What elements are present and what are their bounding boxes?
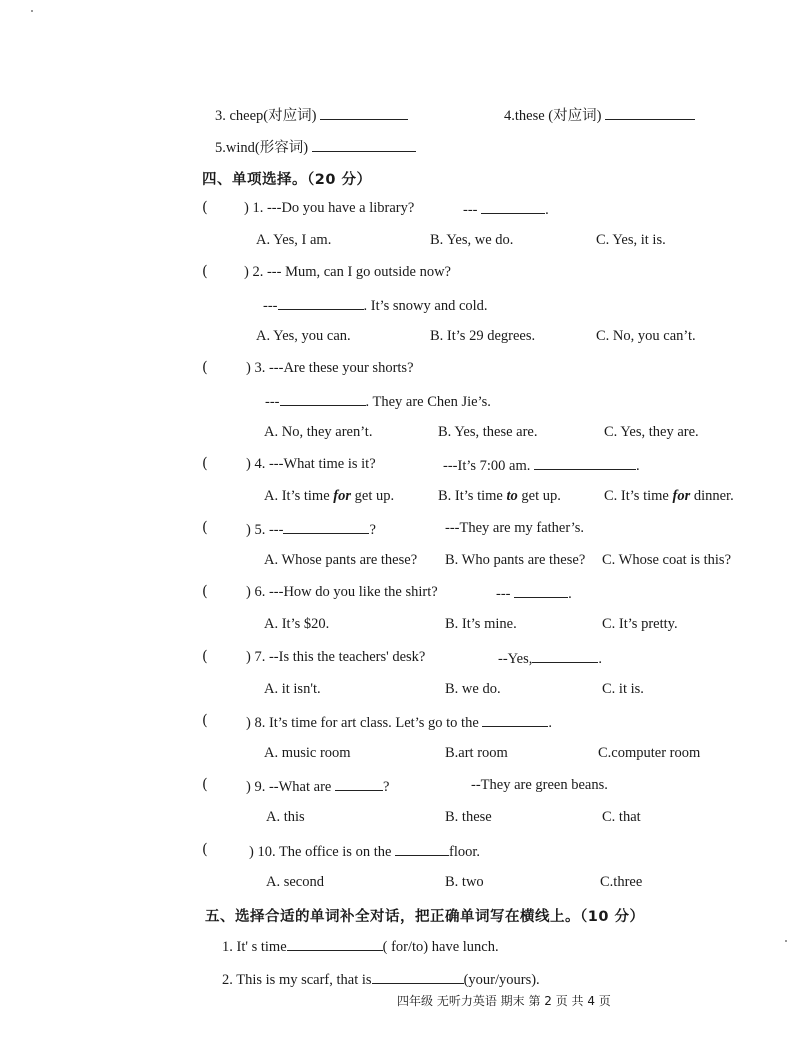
scan-speck: [785, 940, 787, 942]
q8-stem-text: ) 8. It’s time for art class. Let’s go to the: [246, 715, 479, 731]
q1-paren[interactable]: (: [202, 200, 208, 216]
q3-lead: ---: [265, 394, 280, 410]
q4-option-a-em: for: [333, 488, 352, 504]
q1-option-c[interactable]: C. Yes, it is.: [596, 232, 666, 248]
q7-answer: [498, 649, 602, 668]
q9-second: --They are green beans.: [471, 777, 608, 793]
q3-answer: [265, 392, 491, 411]
answer-blank[interactable]: [280, 392, 366, 406]
vocab-item-4: [504, 104, 695, 125]
q2-paren[interactable]: (: [202, 264, 208, 280]
q9-paren[interactable]: (: [202, 777, 208, 793]
q4-option-c-text: C. It’s time: [604, 488, 669, 504]
q6-answer: [496, 584, 572, 603]
q9-option-c[interactable]: C. that: [602, 809, 641, 825]
q4-end: .: [636, 458, 640, 474]
q5-stem-text: ) 5. ---: [246, 522, 284, 538]
q10-option-a[interactable]: A. second: [266, 874, 324, 890]
q1-end: .: [545, 202, 549, 218]
q1-option-b[interactable]: B. Yes, we do.: [430, 232, 514, 248]
q4-option-c-em: for: [672, 488, 691, 504]
q10-paren[interactable]: (: [202, 842, 208, 858]
q6-stem: ) 6. ---How do you like the shirt?: [246, 584, 438, 600]
q9-end: ?: [382, 779, 390, 795]
s5-item-2-pre: 2. This is my scarf, that is: [222, 972, 372, 988]
q4-stem: ) 4. ---What time is it?: [246, 456, 376, 472]
q2-option-b[interactable]: B. It’s 29 degrees.: [430, 328, 536, 344]
q2-option-c[interactable]: C. No, you can’t.: [596, 328, 696, 344]
q5-end: ?: [369, 522, 376, 538]
q1-stem: ) 1. ---Do you have a library?: [244, 200, 415, 216]
q3-paren[interactable]: (: [202, 360, 208, 376]
q2-end: . It’s snowy and cold.: [363, 298, 488, 314]
q1-lead: ---: [463, 202, 478, 218]
s5-item-2-post: (your/yours).: [463, 972, 540, 988]
q8-end: .: [548, 715, 553, 731]
q2-lead: ---: [263, 298, 278, 314]
answer-blank[interactable]: [534, 456, 636, 470]
q10-stem-text: ) 10. The office is on the: [249, 844, 392, 860]
s5-item-1-post: ( for/to) have lunch.: [382, 939, 499, 955]
s5-item-1: [222, 937, 499, 956]
q10-option-c[interactable]: C.three: [600, 874, 643, 890]
answer-blank[interactable]: [482, 713, 548, 727]
q9-stem-text: ) 9. --What are: [246, 779, 332, 795]
vocab-item-4-label: 4.these (对应词): [504, 108, 602, 124]
q9-option-b[interactable]: B. these: [445, 809, 492, 825]
q5-option-b[interactable]: B. Who pants are these?: [445, 552, 586, 568]
q2-stem: ) 2. --- Mum, can I go outside now?: [244, 264, 451, 280]
q3-end: . They are Chen Jie’s.: [365, 394, 491, 410]
answer-blank[interactable]: [320, 106, 408, 120]
section-5-title: 五、选择合适的单词补全对话，把正确单词写在横线上。（10 分）: [205, 909, 645, 925]
q4-option-b-text: B. It’s time: [438, 488, 503, 504]
q4-option-c[interactable]: [604, 488, 734, 505]
answer-blank[interactable]: [532, 649, 598, 663]
q4-option-b-em: to: [506, 488, 518, 504]
vocab-item-3: [215, 104, 408, 125]
page-footer: 四年级 无听力英语 期末 第 2 页 共 4 页: [397, 994, 611, 1008]
q1-answer: [463, 200, 549, 219]
answer-blank[interactable]: [605, 106, 695, 120]
q9-option-a[interactable]: A. this: [266, 809, 305, 825]
q1-option-a[interactable]: A. Yes, I am.: [256, 232, 332, 248]
answer-blank[interactable]: [372, 970, 464, 984]
q3-option-a[interactable]: A. No, they aren’t.: [264, 424, 373, 440]
q4-answer: [443, 456, 640, 475]
answer-blank[interactable]: [481, 200, 545, 214]
q7-paren[interactable]: (: [202, 649, 208, 665]
s5-item-1-pre: 1. It' s time: [222, 939, 287, 955]
scan-speck: [31, 10, 33, 12]
answer-blank[interactable]: [287, 937, 383, 951]
q10-stem: [249, 842, 480, 861]
q10-option-b[interactable]: B. two: [445, 874, 484, 890]
vocab-item-3-label: 3. cheep(对应词): [215, 108, 317, 124]
q4-option-b-tail: get up.: [517, 488, 561, 504]
q8-stem: [246, 713, 552, 732]
q3-option-c[interactable]: C. Yes, they are.: [604, 424, 699, 440]
q10-end: floor.: [449, 844, 481, 860]
q5-option-c[interactable]: C. Whose coat is this?: [602, 552, 732, 568]
q6-option-b[interactable]: B. It’s mine.: [445, 616, 517, 632]
q2-option-a[interactable]: A. Yes, you can.: [256, 328, 351, 344]
q7-second: --Yes,: [498, 651, 533, 667]
q6-option-a[interactable]: A. It’s $20.: [264, 616, 330, 632]
section-4-title: 四、单项选择。（20 分）: [202, 172, 372, 188]
answer-blank[interactable]: [278, 296, 364, 310]
q4-option-a[interactable]: [264, 488, 394, 505]
q9-stem: [246, 777, 389, 796]
q3-option-b[interactable]: B. Yes, these are.: [438, 424, 538, 440]
q8-option-c[interactable]: C.computer room: [598, 745, 701, 761]
answer-blank[interactable]: [514, 584, 568, 598]
q2-answer: [263, 296, 488, 315]
q5-stem: [246, 520, 376, 539]
answer-blank[interactable]: [335, 777, 383, 791]
q6-option-c[interactable]: C. It’s pretty.: [602, 616, 678, 632]
vocab-item-5-label: 5.wind(形容词): [215, 140, 309, 156]
s5-item-2: [222, 970, 540, 989]
q5-option-a[interactable]: A. Whose pants are these?: [264, 552, 418, 568]
q6-lead: ---: [496, 586, 511, 602]
q5-second: ---They are my father’s.: [445, 520, 585, 536]
q4-second: ---It’s 7:00 am.: [443, 458, 531, 474]
q4-paren[interactable]: (: [202, 456, 208, 472]
vocab-item-5: [215, 136, 416, 157]
q4-option-c-tail: dinner.: [690, 488, 734, 504]
q4-option-a-tail: get up.: [351, 488, 395, 504]
q5-paren[interactable]: (: [202, 520, 208, 536]
q7-option-b[interactable]: B. we do.: [445, 681, 501, 697]
q6-paren[interactable]: (: [202, 584, 208, 600]
q8-option-b[interactable]: B.art room: [445, 745, 508, 761]
q7-stem: ) 7. --Is this the teachers' desk?: [246, 649, 426, 665]
answer-blank[interactable]: [283, 520, 369, 534]
q8-option-a[interactable]: A. music room: [264, 745, 351, 761]
q3-stem: ) 3. ---Are these your shorts?: [246, 360, 414, 376]
q8-paren[interactable]: (: [202, 713, 208, 729]
answer-blank[interactable]: [312, 138, 416, 152]
q4-option-b[interactable]: [438, 488, 561, 505]
q7-option-c[interactable]: C. it is.: [602, 681, 644, 697]
q4-option-a-text: A. It’s time: [264, 488, 330, 504]
q6-end: .: [568, 586, 572, 602]
answer-blank[interactable]: [395, 842, 449, 856]
q7-option-a[interactable]: A. it isn't.: [264, 681, 321, 697]
q7-end: .: [598, 651, 603, 667]
